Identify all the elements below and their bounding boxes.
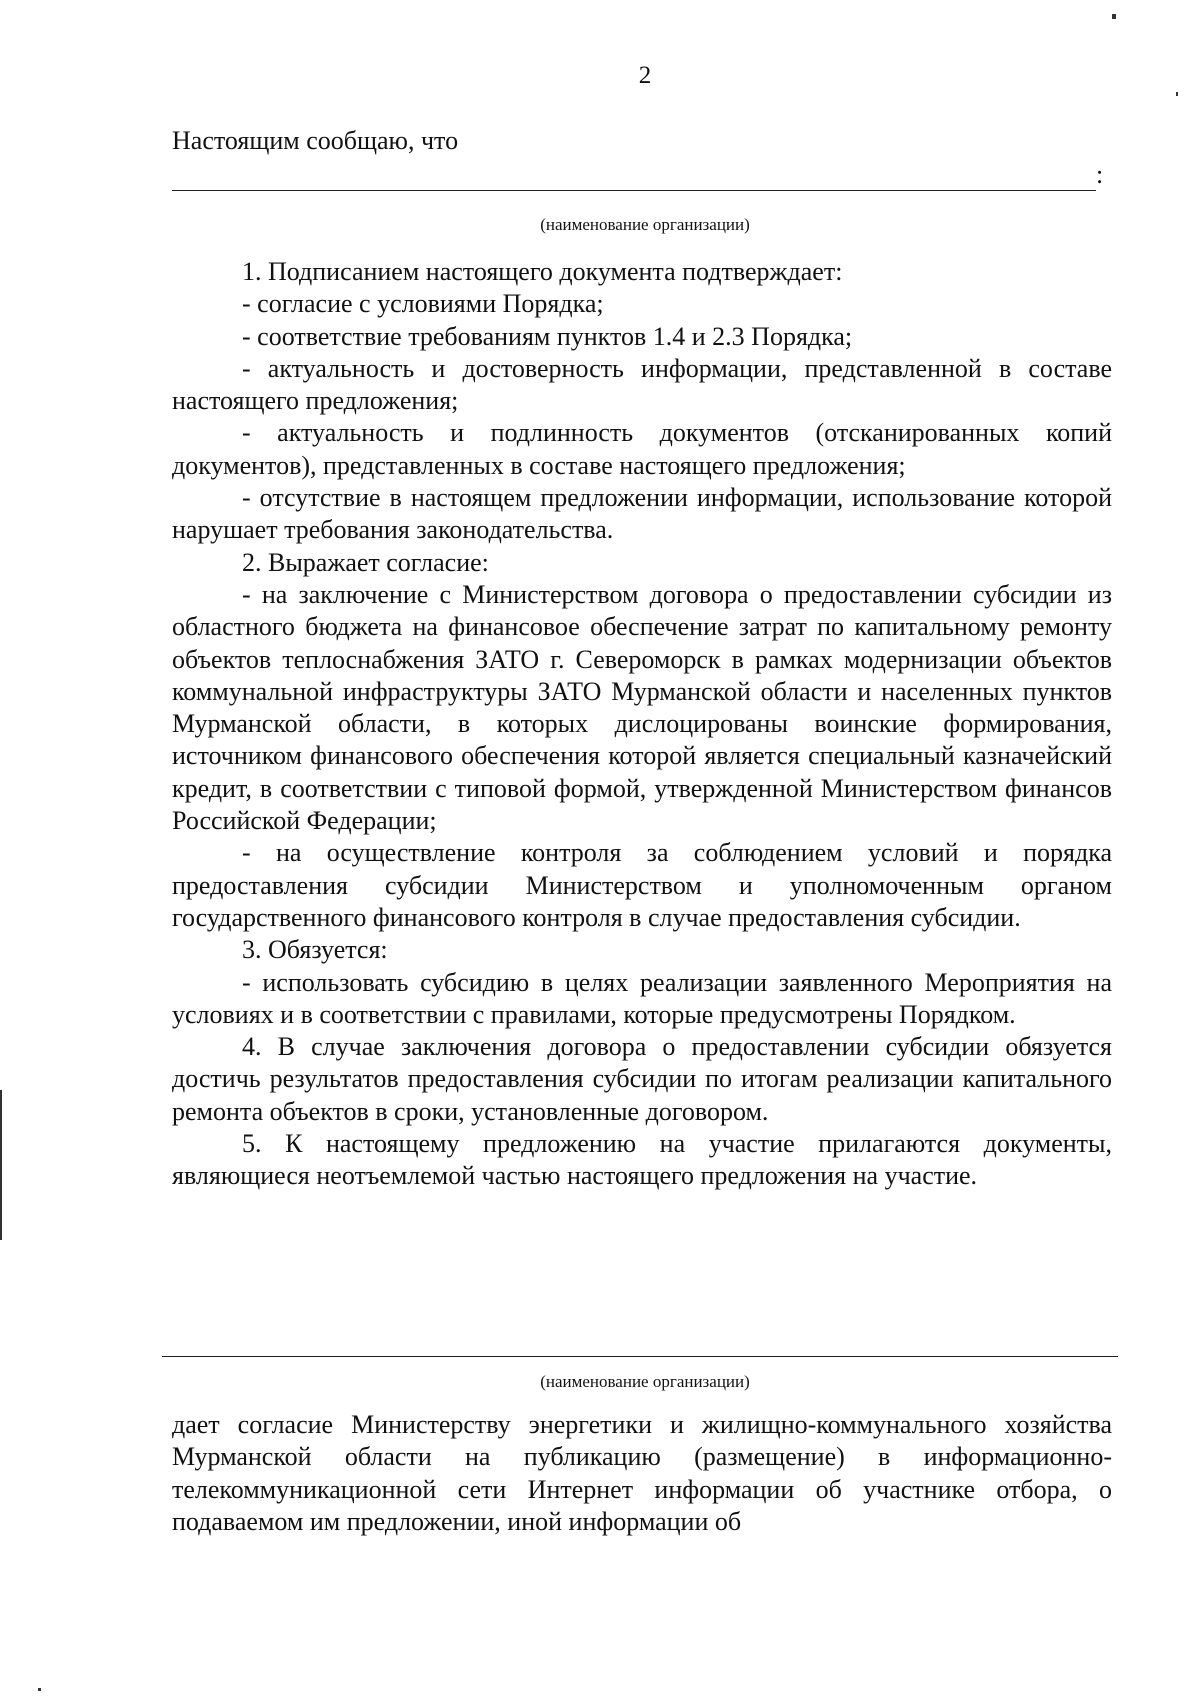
- consent-paragraph: [172, 1409, 1112, 1538]
- paragraph-3-item-1: - использовать субсидию в целях реализации заявленного Мероприятия на условиях и в соответствии с правилами, которые предусмотрены Порядком.: [172, 967, 1112, 1029]
- paragraph-2-item-2: - на осуществление контроля за соблюдением условий и порядка предоставления субсидии Министерством и уполномоченным органом государственного финансового контроля в случае предоставления субсидии.: [172, 838, 1112, 932]
- scan-speck-right: [1176, 92, 1178, 96]
- consent-text: дает согласие Министерству энергетики и жилищно-коммунального хозяйства Мурманской области на публикацию (размещение) в информационно-телекоммуникационной сети Интернет информации об участнике отбора, о подаваемом им предложении, иной информации об: [172, 1410, 1112, 1536]
- paragraph-4: 4. В случае заключения договора о предоставлении субсидии обязуется достичь результатов предоставления субсидии по итогам реализации капитального ремонта объектов в сроки, установленные договором.: [172, 1032, 1112, 1126]
- paragraph-1-item-5: - отсутствие в настоящем предложении информации, использование которой нарушает требования законодательства.: [172, 483, 1112, 545]
- scan-speck-bottom-left: [38, 1688, 41, 1691]
- paragraph-1-item-2: - соответствие требованиям пунктов 1.4 и 2.3 Порядка;: [242, 321, 853, 351]
- main-body: [172, 256, 1112, 1193]
- paragraph-1-item-4: - актуальность и подлинность документов (отсканированных копий документов), представленных в составе настоящего предложения;: [172, 418, 1112, 480]
- scan-edge-line-left: [0, 1090, 2, 1240]
- paragraph-1-item-3: - актуальность и достоверность информации, представленной в составе настоящего предложения;: [172, 353, 1112, 416]
- paragraph-1: 1. Подписанием настоящего документа подтверждает:: [242, 257, 843, 286]
- organization-fill-line-2: [162, 1356, 1118, 1357]
- organization-fill-line: [172, 190, 1096, 191]
- organization-caption-2: (наименование организации): [540, 1372, 750, 1391]
- organization-caption: (наименование организации): [540, 215, 750, 234]
- paragraph-2: 2. Выражает согласие:: [242, 547, 489, 577]
- scan-dot-top-right: [1112, 14, 1116, 19]
- paragraph-3: 3. Обязуется:: [242, 935, 388, 965]
- paragraph-5: 5. К настоящему предложению на участие прилагаются документы, являющиеся неотъемлемой частью настоящего предложения на участие.: [172, 1129, 1112, 1191]
- paragraph-2-item-1: - на заключение с Министерством договора о предоставлении субсидии из областного бюджета на финансовое обеспечение затрат по капитальному ремонту объектов теплоснабжения ЗАТО г. Североморск в рамках модернизации объектов коммунальной инфраструктуры ЗАТО Мурманской области и населенных пунктов Мурманской области, в которых дислоцированы воинские формирования, источником финансового обеспечения которой является специальный казначейский кредит, в соответствии с типовой формой, утвержденной Министерством финансов Российской Федерации;: [172, 579, 1112, 836]
- fill-line-colon: :: [1096, 160, 1104, 189]
- intro-line: Настоящим сообщаю, что: [172, 126, 459, 155]
- paragraph-1-item-1: - согласие с условиями Порядка;: [242, 289, 604, 319]
- page-number: 2: [638, 62, 652, 89]
